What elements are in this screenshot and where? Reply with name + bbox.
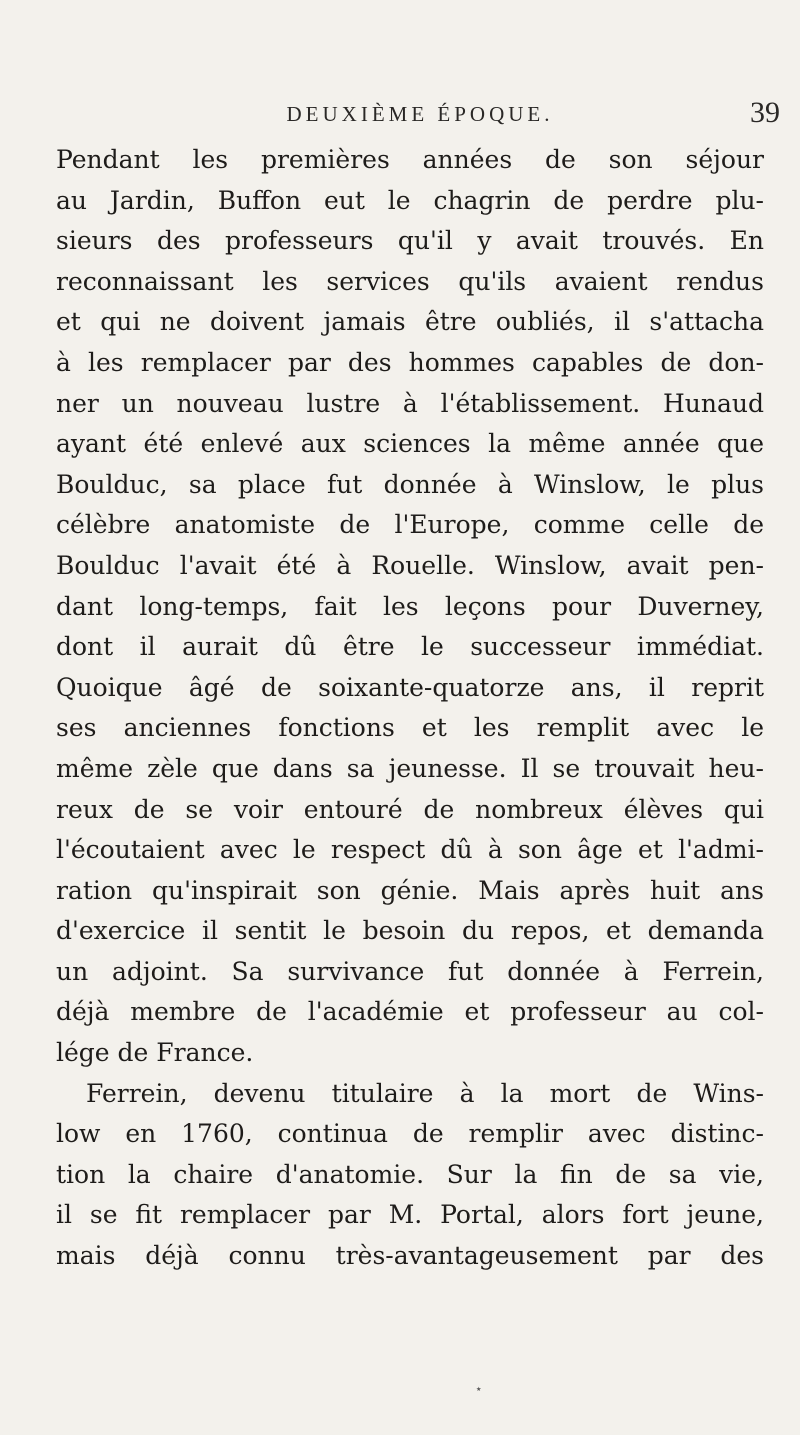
text-line: Boulduc l'avait été à Rouelle. Winslow, avait pen-: [56, 550, 764, 580]
text-line: au Jardin, Buffon eut le chagrin de perdre plu-: [56, 185, 764, 215]
text-line: célèbre anatomiste de l'Europe, comme celle de: [56, 510, 764, 540]
page-number: 39: [750, 96, 780, 129]
text-line: sieurs des professeurs qu'il y avait trouvés. En: [56, 226, 764, 256]
text-line: l'écoutaient avec le respect dû à son âge et l'admi-: [56, 835, 764, 865]
body-text: [56, 140, 764, 1277]
text-line: reux de se voir entouré de nombreux élèves qui: [56, 794, 764, 824]
text-line: ses anciennes fonctions et les remplit avec le: [56, 713, 764, 743]
running-head: [60, 96, 780, 136]
printer-mark: ٭: [476, 1384, 482, 1395]
text-line: même zèle que dans sa jeunesse. Il se trouvait heu-: [56, 753, 764, 783]
text-line: ration qu'inspirait son génie. Mais après huit ans: [56, 875, 764, 905]
text-line: Boulduc, sa place fut donnée à Winslow, le plus: [56, 469, 764, 499]
text-line: un adjoint. Sa survivance fut donnée à Ferrein,: [56, 956, 764, 986]
text-line: lége de France.: [56, 1038, 254, 1068]
text-line: ayant été enlevé aux sciences la même année que: [56, 429, 764, 459]
text-line: dant long-temps, fait les leçons pour Duverney,: [56, 591, 764, 621]
text-line: mais déjà connu très-avantageusement par des: [56, 1241, 764, 1271]
text-line: à les remplacer par des hommes capables de don-: [56, 347, 764, 377]
text-line: tion la chaire d'anatomie. Sur la fin de sa vie,: [56, 1159, 764, 1189]
text-line: et qui ne doivent jamais être oubliés, il s'attacha: [56, 307, 764, 337]
text-line: ner un nouveau lustre à l'établissement. Hunaud: [56, 388, 764, 418]
text-line: déjà membre de l'académie et professeur au col-: [56, 997, 764, 1027]
text-line: Ferrein, devenu titulaire à la mort de Wins-: [86, 1078, 764, 1108]
text-line: low en 1760, continua de remplir avec distinc-: [56, 1119, 764, 1149]
text-line: Quoique âgé de soixante-quatorze ans, il reprit: [56, 672, 764, 702]
text-line: Pendant les premières années de son séjour: [56, 145, 764, 174]
running-title: DEUXIÈME ÉPOQUE.: [286, 102, 554, 126]
text-line: il se fit remplacer par M. Portal, alors fort jeune,: [56, 1200, 764, 1230]
text-line: dont il aurait dû être le successeur immédiat.: [56, 632, 764, 662]
text-line: reconnaissant les services qu'ils avaient rendus: [56, 266, 764, 296]
text-line: d'exercice il sentit le besoin du repos, et demanda: [56, 916, 764, 946]
